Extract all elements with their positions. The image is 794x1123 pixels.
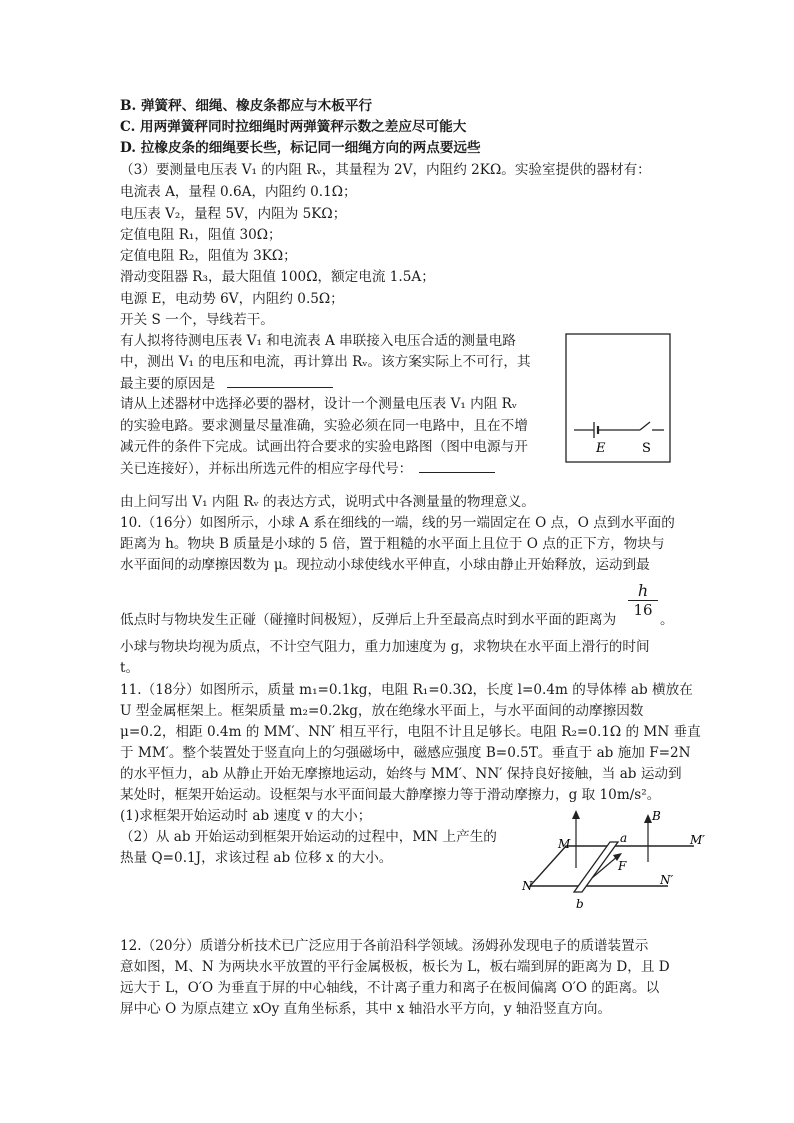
q11-subq2-line2: 热量 Q=0.1J，求该过程 ab 位移 x 的大小。 xyxy=(120,850,393,866)
q10-line6: t。 xyxy=(120,660,140,676)
design-line3: 减元件的条件下完成。试画出符合要求的实验电路图（图中电源与开 xyxy=(120,439,528,455)
equipment-r3: 滑动变阻器 R₃，最大阻值 100Ω，额定电流 1.5A； xyxy=(120,269,435,285)
q10-line1: 10.（16分）如图所示，小球 A 系在细线的一端，线的另一端固定在 O 点，O 点到水平面的 xyxy=(120,515,675,531)
expression-question: 由上问写出 V₁ 内阻 Rᵥ 的表达方式，说明式中各测量量的物理意义。 xyxy=(120,494,535,510)
field-arrowhead-right xyxy=(644,814,652,823)
rail-figure xyxy=(518,808,718,918)
label-B: B xyxy=(652,809,661,823)
q11-line6: 某处时，框架开始运动。设框架与水平面间最大静摩擦力等于滑动摩擦力，g 取 10m/s²。 xyxy=(120,787,661,803)
design-prompt: 关已连接好），并标出所选元件的相应字母代号： xyxy=(120,461,413,477)
q11-line4: 于 MM′。整个装置处于竖直向上的匀强磁场中，磁感应强度 B=0.5T。垂直于 ab 施加 F=2N xyxy=(120,745,691,761)
label-M: M xyxy=(558,837,571,851)
answer-blank-components[interactable] xyxy=(419,458,495,473)
field-arrowhead-left xyxy=(572,810,580,819)
equipment-voltmeter-v2: 电压表 V₂，量程 5V，内阻为 5KΩ； xyxy=(120,206,347,222)
circuit-drawing-box[interactable] xyxy=(560,330,680,466)
q12-line3: 远大于 L，O′O 为垂直于屏的中心轴线，不计离子重力和离子在板间偏离 O′O 的距离。以 xyxy=(120,980,660,996)
fraction-h-over-16 xyxy=(628,582,658,619)
label-a: a xyxy=(620,831,628,845)
reason-prompt: 最主要的原因是 xyxy=(120,376,216,392)
design-line4 xyxy=(120,458,495,479)
proposal-line2: 中，测出 V₁ 的电压和电流，再计算出 Rᵥ。该方案实际上不可行，其 xyxy=(120,354,531,370)
design-line1: 请从上述器材中选择必要的器材，设计一个测量电压表 V₁ 内阻 Rᵥ xyxy=(120,396,517,412)
label-N-prime: N′ xyxy=(660,873,674,887)
equipment-r1: 定值电阻 R₁，阻值 30Ω； xyxy=(120,227,282,243)
q10-line5: 小球与物块均视为质点，不计空气阻力，重力加速度为 g，求物块在水平面上滑行的时间 xyxy=(120,639,650,655)
equipment-r2: 定值电阻 R₂，阻值为 3KΩ； xyxy=(120,248,297,264)
q12-line4: 屏中心 O 为原点建立 xOy 直角坐标系，其中 x 轴沿水平方向，y 轴沿竖直方向。 xyxy=(120,1001,612,1017)
equipment-ammeter: 电流表 A，量程 0.6A，内阻约 0.1Ω； xyxy=(120,184,357,200)
answer-blank-reason[interactable] xyxy=(227,373,333,388)
q11-line3: μ=0.2，相距 0.4m 的 MM′、NN′ 相互平行，电阻不计且足够长。电阻 R₂=0.1Ω 的 MN 垂直 xyxy=(120,724,701,740)
fraction-suffix: 。 xyxy=(660,612,674,628)
q12-line1: 12.（20分）质谱分析技术已广泛应用于各前沿科学领域。汤姆孙发现电子的质谱装置示 xyxy=(120,938,649,954)
design-line2: 的实验电路。要求测量尽量准确，实验必须在同一电路中，且在不增 xyxy=(120,418,528,434)
option-c: C. 用两弹簧秤同时拉细绳时两弹簧秤示数之差应尽可能大 xyxy=(120,119,467,135)
q11-line2: U 型金属框架上。框架质量 m₂=0.2kg，放在绝缘水平面上，与水平面间的动摩擦因数 xyxy=(120,703,644,719)
equipment-switch: 开关 S 一个，导线若干。 xyxy=(120,312,274,328)
label-b: b xyxy=(576,897,584,911)
label-F: F xyxy=(618,859,627,873)
proposal-line1: 有人拟将待测电压表 V₁ 和电流表 A 串联接入电压合适的测量电路 xyxy=(120,333,516,349)
part3-intro: （3）要测量电压表 V₁ 的内阻 Rᵥ，其量程为 2V，内阻约 2KΩ。实验室提供的器材有： xyxy=(120,162,651,178)
option-b: B. 弹簧秤、细绳、橡皮条都应与木板平行 xyxy=(120,98,373,114)
conductor-bar-ab xyxy=(574,842,618,892)
switch-label: S xyxy=(642,441,651,456)
drawing-frame xyxy=(566,334,670,462)
q10-line4: 低点时与物块发生正碰（碰撞时间极短），反弹后上升至最高点时到水平面的距离为 xyxy=(120,612,617,628)
q11-subq1: (1)求框架开始运动时 ab 速度 v 的大小； xyxy=(120,808,372,824)
q10-line2: 距离为 h。物块 B 质量是小球的 5 倍，置于粗糙的水平面上且位于 O 点的正下方，物块与 xyxy=(120,536,665,552)
q11-line1: 11.（18分）如图所示，质量 m₁=0.1kg，电阻 R₁=0.3Ω，长度 l=0.4m 的导体棒 ab 横放在 xyxy=(120,682,693,698)
proposal-line3 xyxy=(120,373,333,394)
q12-line2: 意如图，M、N 为两块水平放置的平行金属极板，板长为 L，板右端到屏的距离为 D，且 D xyxy=(120,959,670,975)
label-M-prime: M′ xyxy=(690,833,706,847)
fraction-numerator: h xyxy=(637,581,649,600)
battery-label: E xyxy=(596,441,606,456)
q10-line3: 水平面间的动摩擦因数为 μ。现拉动小球使线水平伸直，小球由静止开始释放，运动到最 xyxy=(120,557,650,573)
q11-line5: 的水平恒力，ab 从静止开始无摩擦地运动，始终与 MM′、NN′ 保持良好接触，当 ab 运动到 xyxy=(120,766,682,782)
label-N: N xyxy=(522,879,533,893)
option-d: D. 拉橡皮条的细绳要长些，标记同一细绳方向的两点要远些 xyxy=(120,140,481,156)
equipment-source: 电源 E，电动势 6V，内阻约 0.5Ω； xyxy=(120,291,344,307)
q11-subq2-line1: （2）从 ab 开始运动到框架开始运动的过程中，MN 上产生的 xyxy=(120,829,497,845)
fraction-denominator: 16 xyxy=(628,600,658,619)
